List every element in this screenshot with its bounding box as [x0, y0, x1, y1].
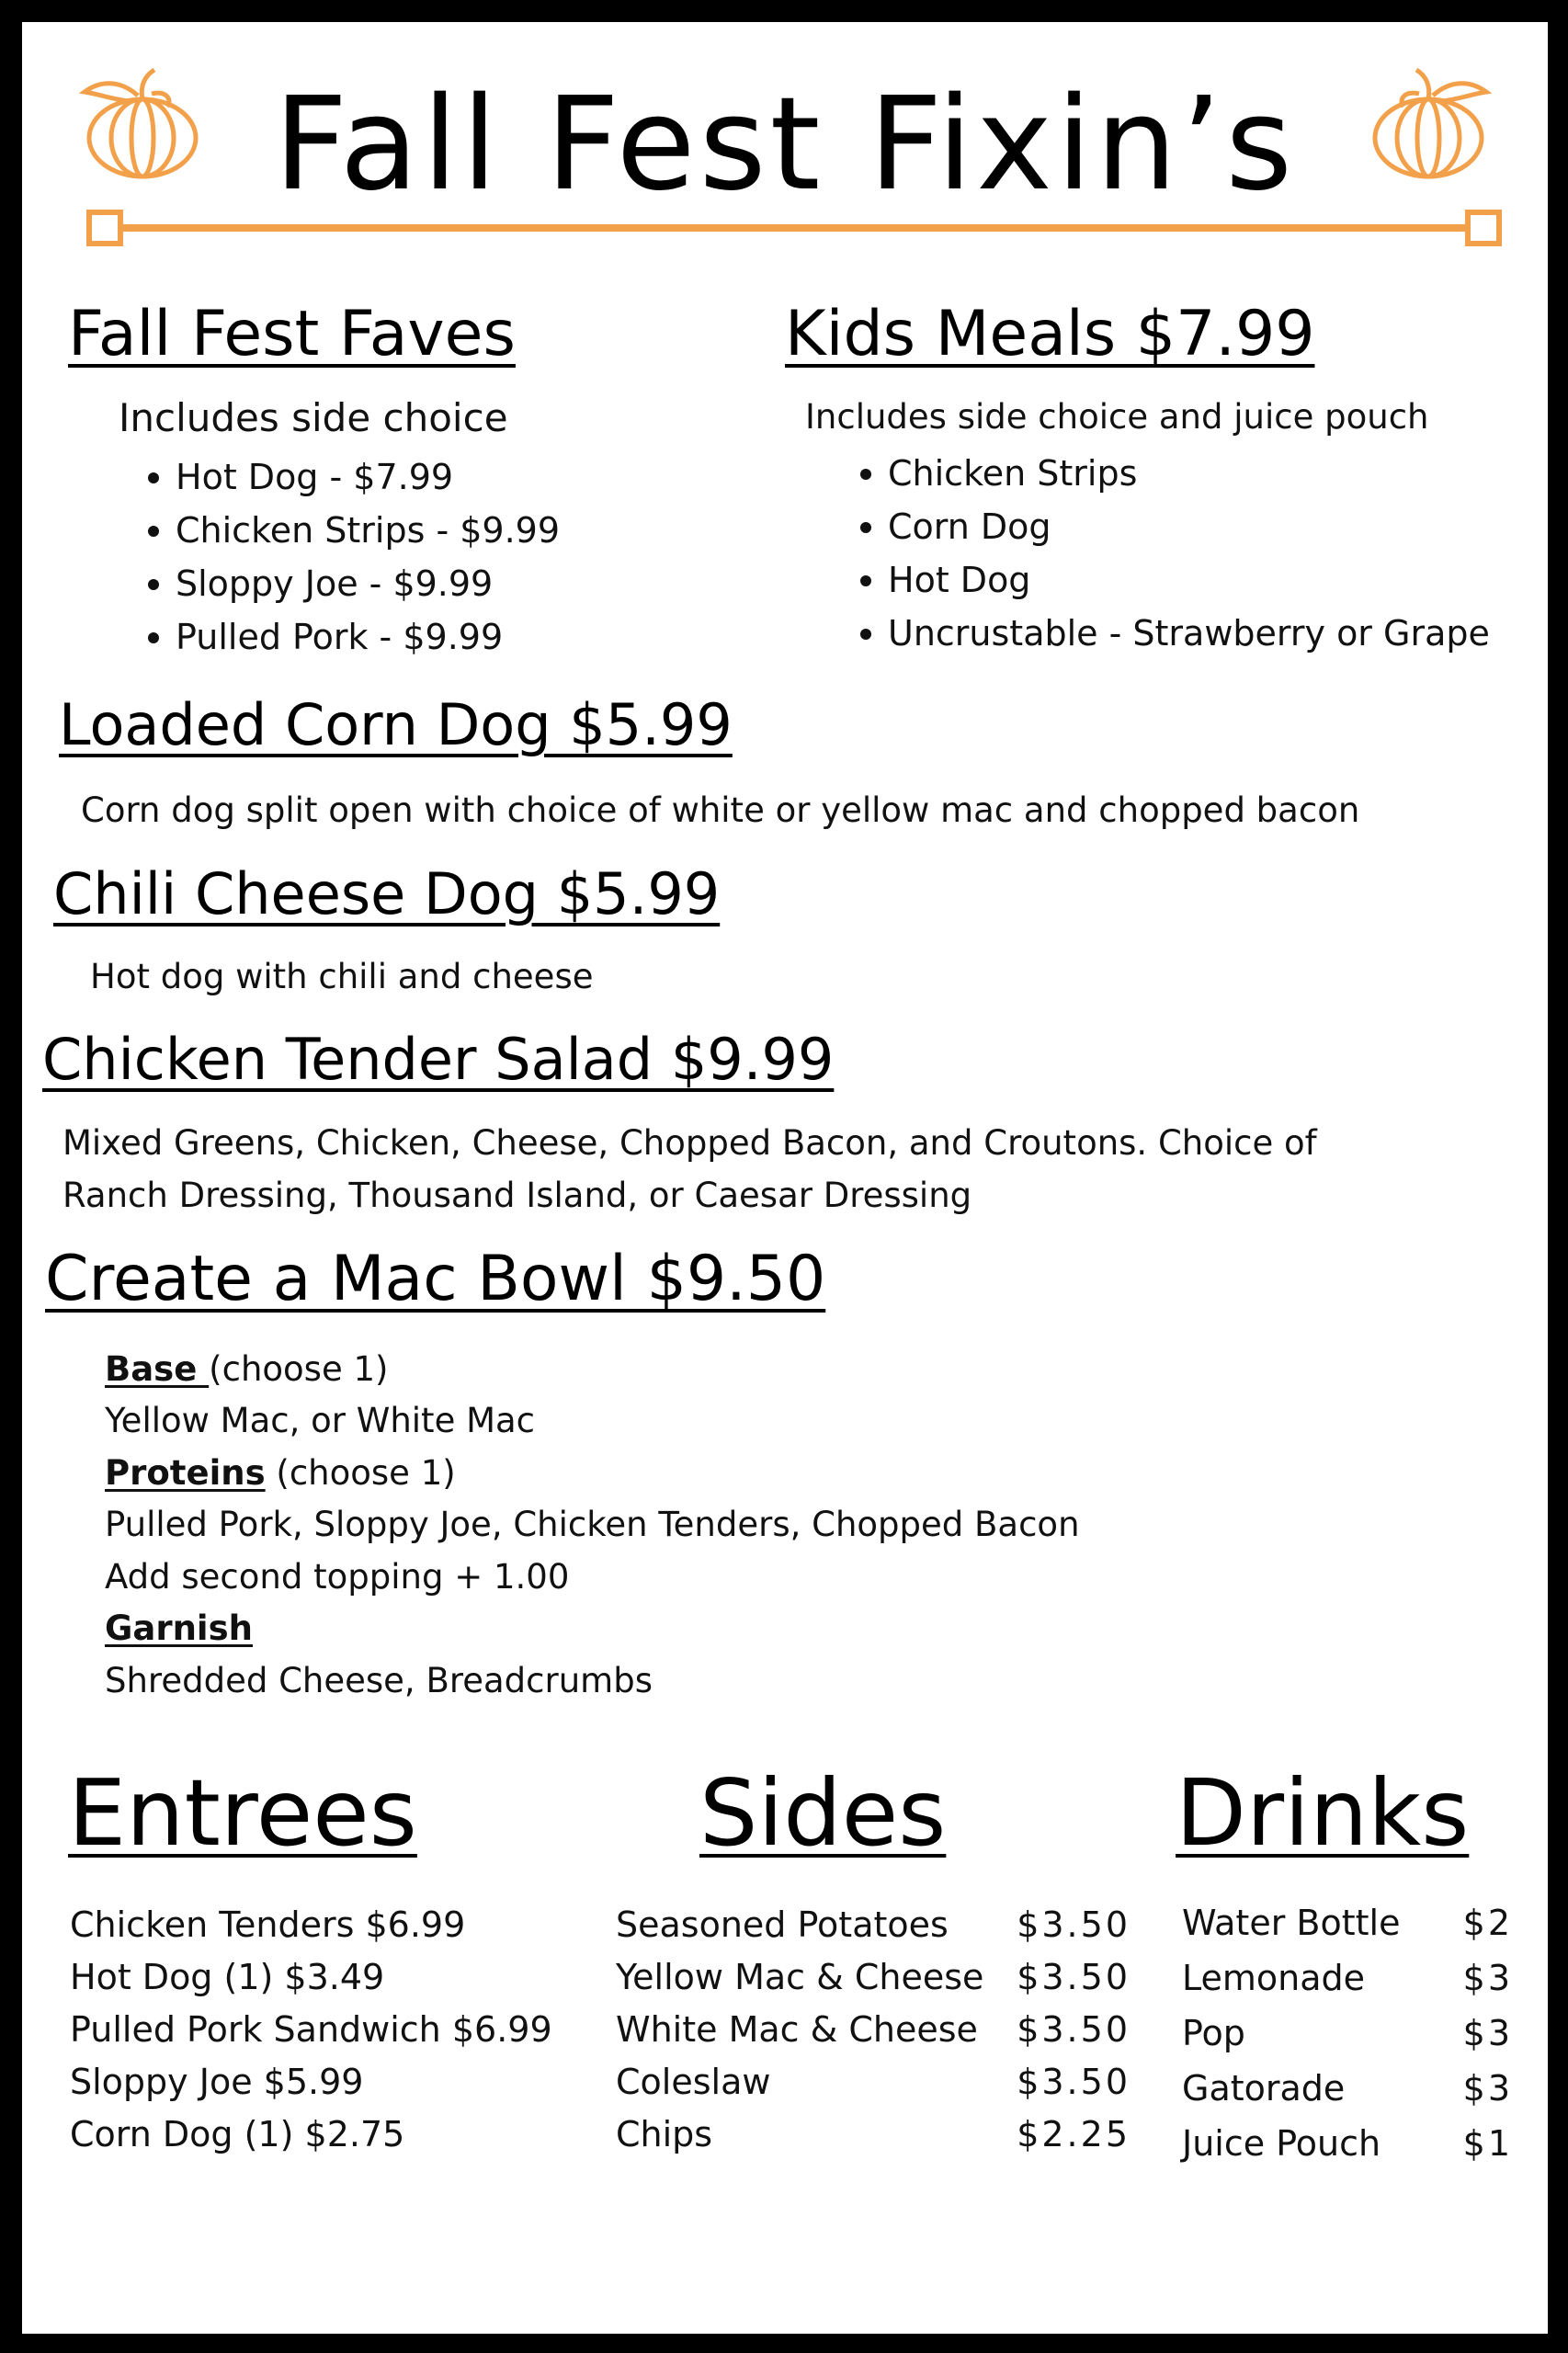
- drink-name: Water Bottle: [1182, 1903, 1401, 1943]
- menu-page: [22, 22, 1548, 2334]
- list-item: [1182, 1950, 1513, 2006]
- pumpkin-icon: [1359, 63, 1506, 182]
- fall-fest-faves-list: [137, 450, 560, 664]
- list-item: Sloppy Joe - $9.99: [176, 557, 560, 610]
- drink-price: $3: [1462, 2013, 1513, 2053]
- fall-fest-faves-subheading: Includes side choice: [119, 395, 508, 440]
- list-item: [616, 1951, 1131, 2004]
- loaded-corn-dog-heading: Loaded Corn Dog $5.99: [59, 691, 733, 758]
- drink-price: $3: [1462, 1958, 1513, 1998]
- drink-price: $3: [1462, 2068, 1513, 2109]
- list-item: [1182, 2116, 1513, 2171]
- list-item: Hot Dog (1) $3.49: [70, 1957, 385, 1997]
- list-item: [616, 1899, 1131, 1951]
- chicken-tender-salad-description-line1: Mixed Greens, Chicken, Cheese, Chopped Bacon, and Croutons. Choice of: [62, 1123, 1317, 1163]
- side-price: $3.50: [1017, 1957, 1131, 1997]
- list-item: Chicken Strips - $9.99: [176, 504, 560, 557]
- side-name: Seasoned Potatoes: [616, 1904, 949, 1945]
- side-name: White Mac & Cheese: [616, 2009, 978, 2050]
- drink-name: Juice Pouch: [1182, 2123, 1381, 2164]
- drinks-list: [1182, 1895, 1513, 2171]
- chicken-tender-salad-heading: Chicken Tender Salad $9.99: [42, 1026, 835, 1093]
- list-item: Pulled Pork - $9.99: [176, 610, 560, 664]
- drink-price: $2: [1462, 1903, 1513, 1943]
- mac-bowl-proteins-options: Pulled Pork, Sloppy Joe, Chicken Tenders, Chopped Bacon: [105, 1505, 1080, 1544]
- mac-bowl-proteins-label: Proteins: [105, 1453, 266, 1493]
- mac-bowl-base: [105, 1344, 388, 1395]
- side-price: $2.25: [1017, 2114, 1131, 2154]
- drinks-heading: Drinks: [1176, 1759, 1470, 1867]
- drink-name: Lemonade: [1182, 1958, 1366, 1998]
- pumpkin-icon: [64, 63, 211, 182]
- side-name: Coleslaw: [616, 2062, 771, 2102]
- list-item: [616, 2004, 1131, 2056]
- entrees-list: [70, 1899, 552, 2161]
- sides-list: [616, 1899, 1131, 2161]
- fall-fest-faves-heading: Fall Fest Faves: [68, 298, 516, 370]
- list-item: Hot Dog - $7.99: [176, 450, 560, 504]
- side-price: $3.50: [1017, 1904, 1131, 1945]
- list-item: Corn Dog: [888, 500, 1490, 553]
- list-item: Uncrustable - Strawberry or Grape: [888, 607, 1490, 660]
- kids-meals-subheading: Includes side choice and juice pouch: [805, 397, 1429, 437]
- side-price: $3.50: [1017, 2062, 1131, 2102]
- mac-bowl-base-note: (choose 1): [209, 1349, 389, 1389]
- list-item: Chicken Strips: [888, 447, 1490, 500]
- chili-cheese-dog-heading: Chili Cheese Dog $5.99: [53, 860, 721, 927]
- list-item: Hot Dog: [888, 553, 1490, 607]
- drink-price: $1: [1462, 2123, 1513, 2164]
- mac-bowl-second-topping: Add second topping + 1.00: [105, 1557, 570, 1597]
- chili-cheese-dog-description: Hot dog with chili and cheese: [90, 957, 594, 996]
- page-title: Fall Fest Fixin’s: [273, 70, 1297, 220]
- drink-name: Pop: [1182, 2013, 1245, 2053]
- list-item: Sloppy Joe $5.99: [70, 2062, 364, 2102]
- mac-bowl-garnish: [105, 1603, 253, 1654]
- list-item: [616, 2109, 1131, 2161]
- list-item: Chicken Tenders $6.99: [70, 1904, 466, 1945]
- kids-meals-list: [849, 447, 1490, 660]
- list-item: [616, 2056, 1131, 2109]
- mac-bowl-proteins: [105, 1448, 456, 1499]
- mac-bowl-heading: Create a Mac Bowl $9.50: [45, 1243, 826, 1315]
- sides-heading: Sides: [699, 1759, 947, 1867]
- entrees-heading: Entrees: [68, 1759, 417, 1867]
- mac-bowl-proteins-note: (choose 1): [265, 1453, 456, 1493]
- list-item: [1182, 1895, 1513, 1950]
- list-item: Pulled Pork Sandwich $6.99: [70, 2009, 552, 2050]
- loaded-corn-dog-description: Corn dog split open with choice of white or yellow mac and chopped bacon: [81, 790, 1360, 830]
- side-name: Chips: [616, 2114, 713, 2154]
- side-name: Yellow Mac & Cheese: [616, 1957, 984, 1997]
- mac-bowl-garnish-options: Shredded Cheese, Breadcrumbs: [105, 1661, 653, 1700]
- list-item: [1182, 2006, 1513, 2061]
- mac-bowl-base-options: Yellow Mac, or White Mac: [105, 1401, 536, 1440]
- list-item: Corn Dog (1) $2.75: [70, 2114, 405, 2154]
- chicken-tender-salad-description-line2: Ranch Dressing, Thousand Island, or Caesar Dressing: [62, 1176, 972, 1215]
- mac-bowl-base-label: Base: [105, 1349, 210, 1389]
- mac-bowl-garnish-label: Garnish: [105, 1608, 253, 1648]
- side-price: $3.50: [1017, 2009, 1131, 2050]
- drink-name: Gatorade: [1182, 2068, 1346, 2109]
- kids-meals-heading: Kids Meals $7.99: [785, 298, 1315, 370]
- list-item: [1182, 2061, 1513, 2116]
- title-divider: [86, 208, 1502, 248]
